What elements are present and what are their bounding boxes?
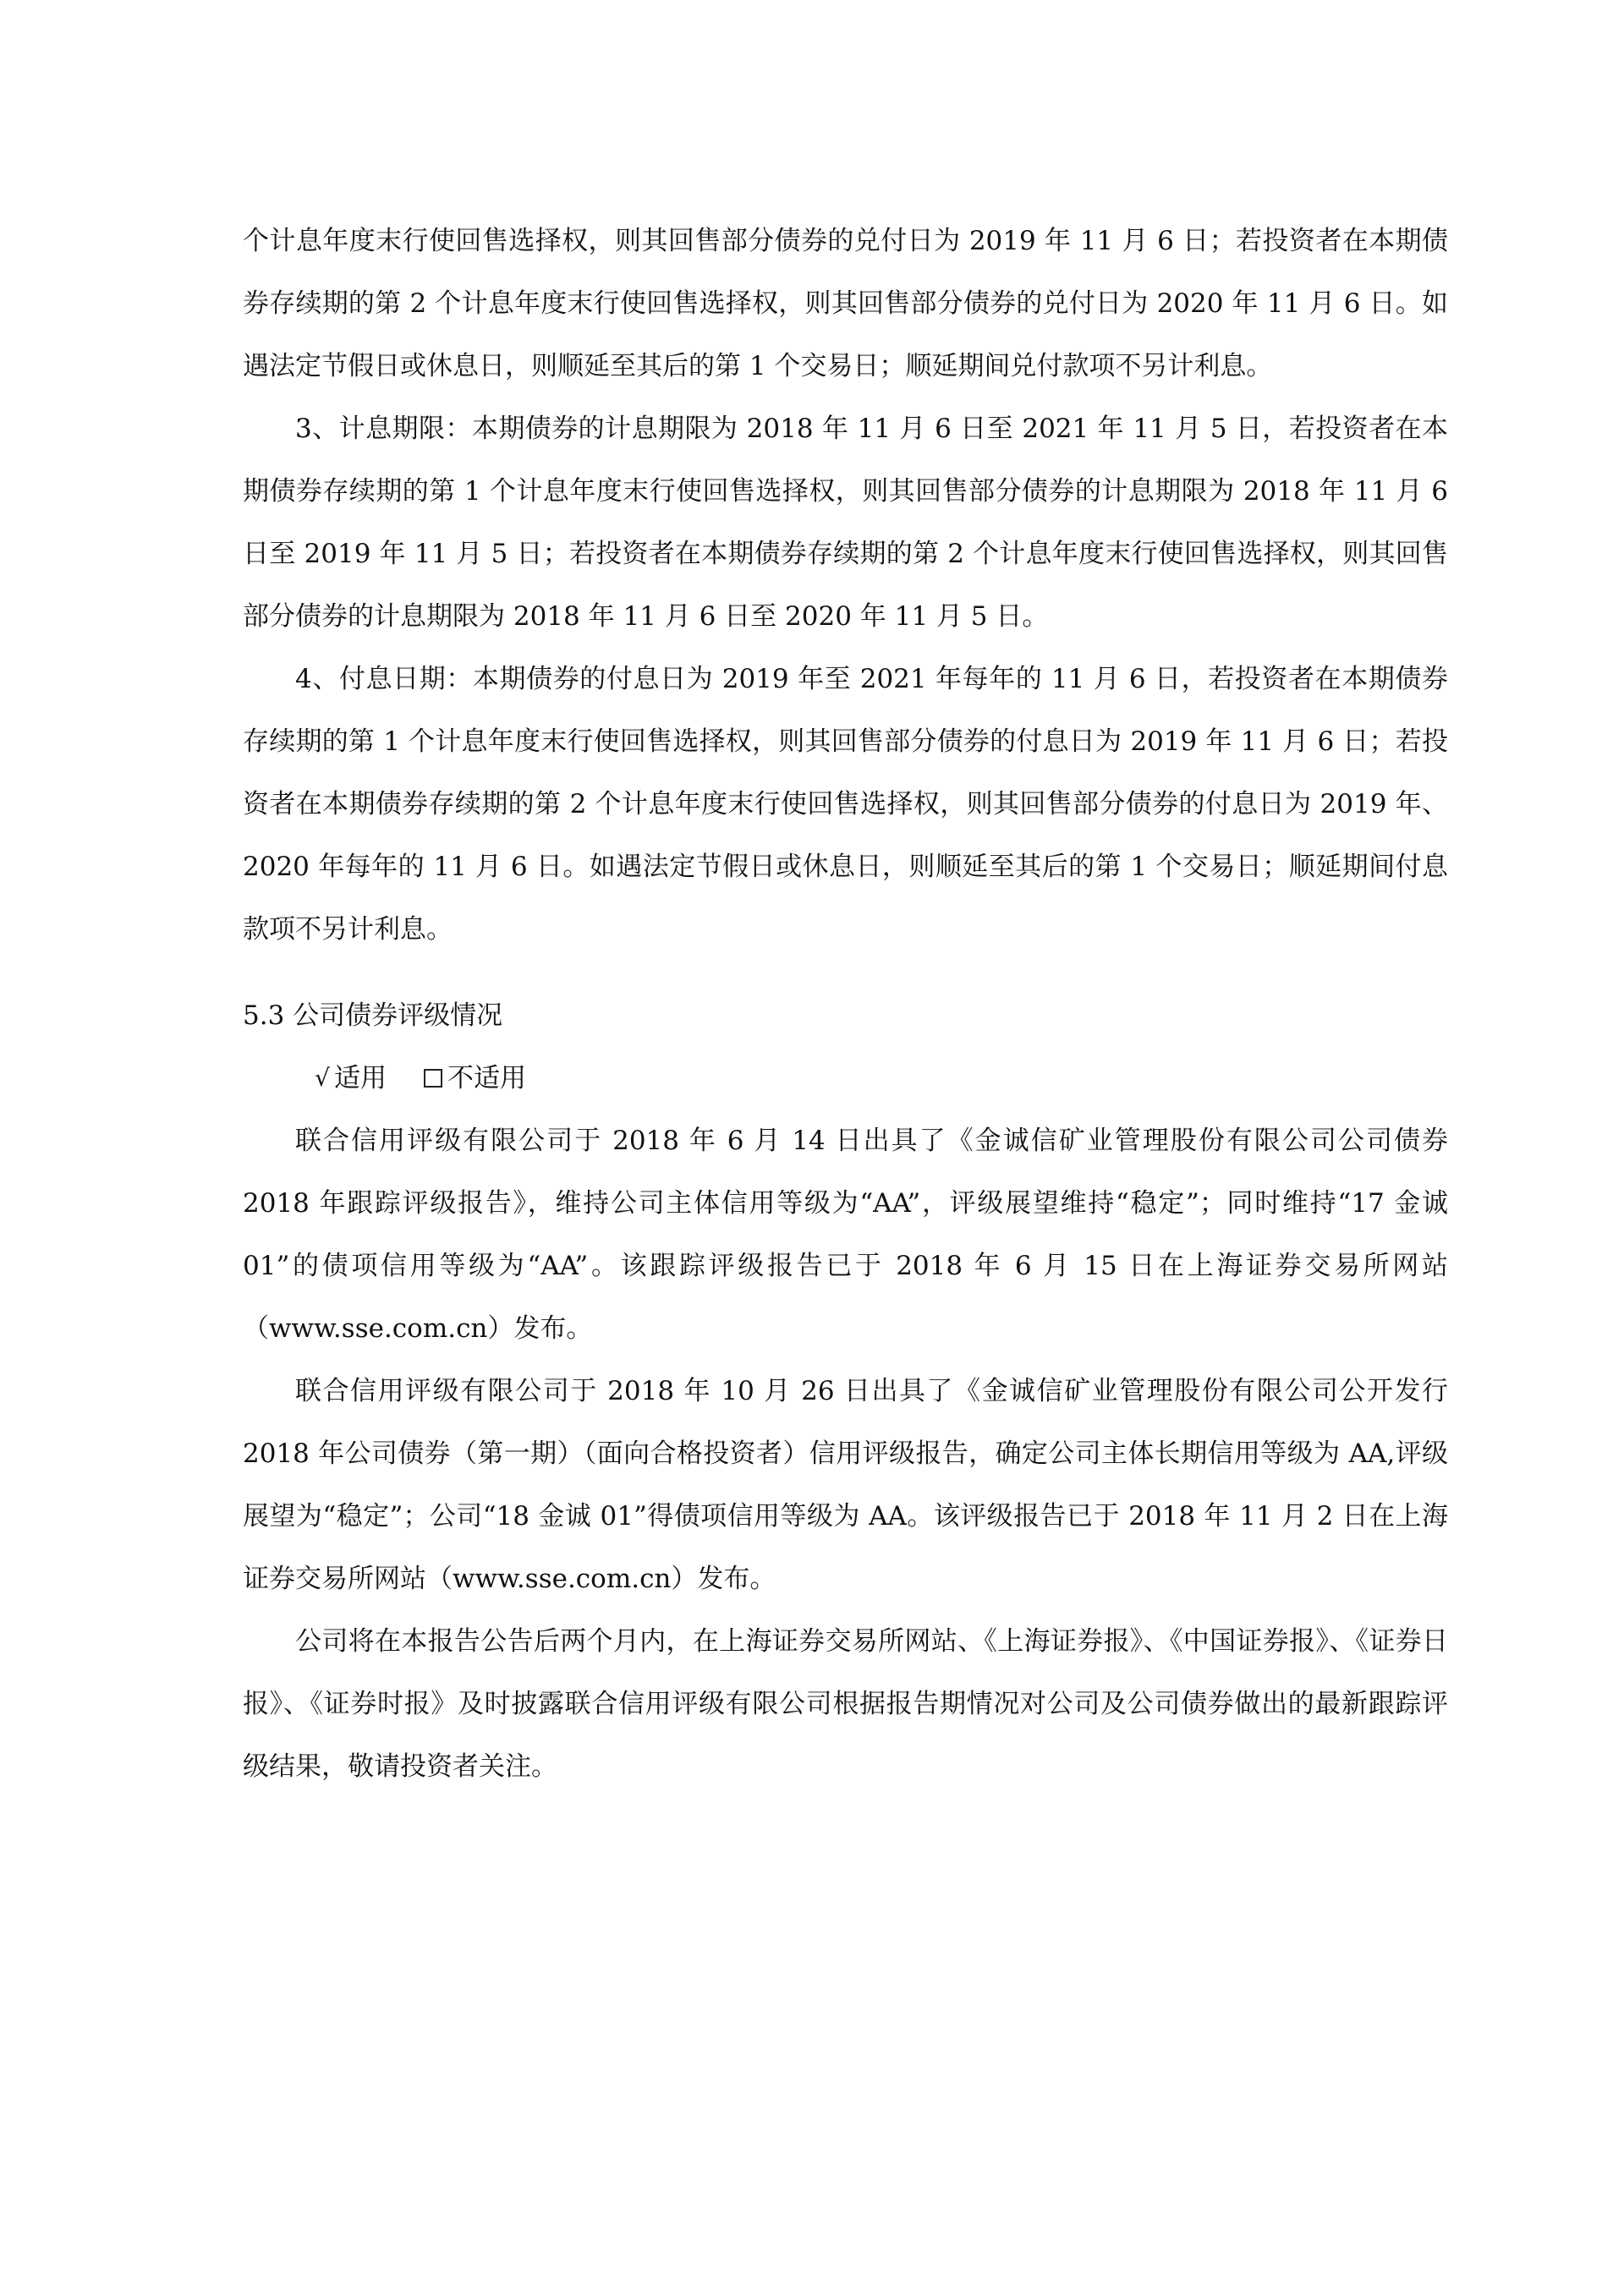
- checkmark-icon: √: [315, 1064, 330, 1092]
- rating-paragraph-2: 联合信用评级有限公司于 2018 年 10 月 26 日出具了《金诚信矿业管理股份有限公司公开发行 2018 年公司债券（第一期）（面向合格投资者）信用评级报告，确定公司主体长期信用等级为 AA,评级展望为“稳定”；公司“18 金诚 01”得债项信用等级为 AA。该评级报告已于 2018 年 11 月 2 日在上海证券交易所网站（www.sse.com.cn）发布。: [243, 1376, 1448, 1594]
- continuation-paragraph: 个计息年度末行使回售选择权，则其回售部分债券的兑付日为 2019 年 11 月 6 日；若投资者在本期债券存续期的第 2 个计息年度末行使回售选择权，则其回售部分债券的兑付日为 2020 年 11 月 6 日。如遇法定节假日或休息日，则顺延至其后的第 1 个交易日；顺延期间兑付款项不另计利息。: [243, 226, 1448, 381]
- section-heading: 5.3 公司债券评级情况: [243, 1000, 503, 1031]
- not-applicable-option: [424, 1047, 526, 1110]
- rating-paragraph-3: 公司将在本报告公告后两个月内，在上海证券交易所网站、《上海证券报》、《中国证券报》、《证券日报》、《证券时报》及时披露联合信用评级有限公司根据报告期情况对公司及公司债券做出的最新跟踪评级结果，敬请投资者关注。: [243, 1626, 1448, 1782]
- interest-period-paragraph: 3、计息期限：本期债券的计息期限为 2018 年 11 月 6 日至 2021 年 11 月 5 日，若投资者在本期债券存续期的第 1 个计息年度末行使回售选择权，则其回售部分债券的计息期限为 2018 年 11 月 6 日至 2019 年 11 月 5 日；若投资者在本期债券存续期的第 2 个计息年度末行使回售选择权，则其回售部分债券的计息期限为 2018 年 11 月 6 日至 2020 年 11 月 5 日。: [243, 414, 1448, 632]
- payment-date-paragraph: 4、付息日期：本期债券的付息日为 2019 年至 2021 年每年的 11 月 6 日，若投资者在本期债券存续期的第 1 个计息年度末行使回售选择权，则其回售部分债券的付息日为 2019 年 11 月 6 日；若投资者在本期债券存续期的第 2 个计息年度末行使回售选择权，则其回售部分债券的付息日为 2019 年、2020 年每年的 11 月 6 日。如遇法定节假日或休息日，则顺延至其后的第 1 个交易日；顺延期间付息款项不另计利息。: [243, 664, 1448, 945]
- applicable-label: 适用: [334, 1063, 387, 1093]
- not-applicable-label: 不适用: [447, 1063, 526, 1093]
- document-body: [243, 210, 1448, 1798]
- rating-paragraph-1: 联合信用评级有限公司于 2018 年 6 月 14 日出具了《金诚信矿业管理股份有限公司公司债券 2018 年跟踪评级报告》，维持公司主体信用等级为“AA”，评级展望维持“稳定”；同时维持“17 金诚 01”的债项信用等级为“AA”。该跟踪评级报告已于 2018 年 6 月 15 日在上海证券交易所网站（www.sse.com.cn）发布。: [243, 1126, 1448, 1344]
- applicable-option: [310, 1047, 387, 1110]
- applicability-choice: [243, 1047, 1448, 1110]
- empty-checkbox-icon: [424, 1069, 442, 1088]
